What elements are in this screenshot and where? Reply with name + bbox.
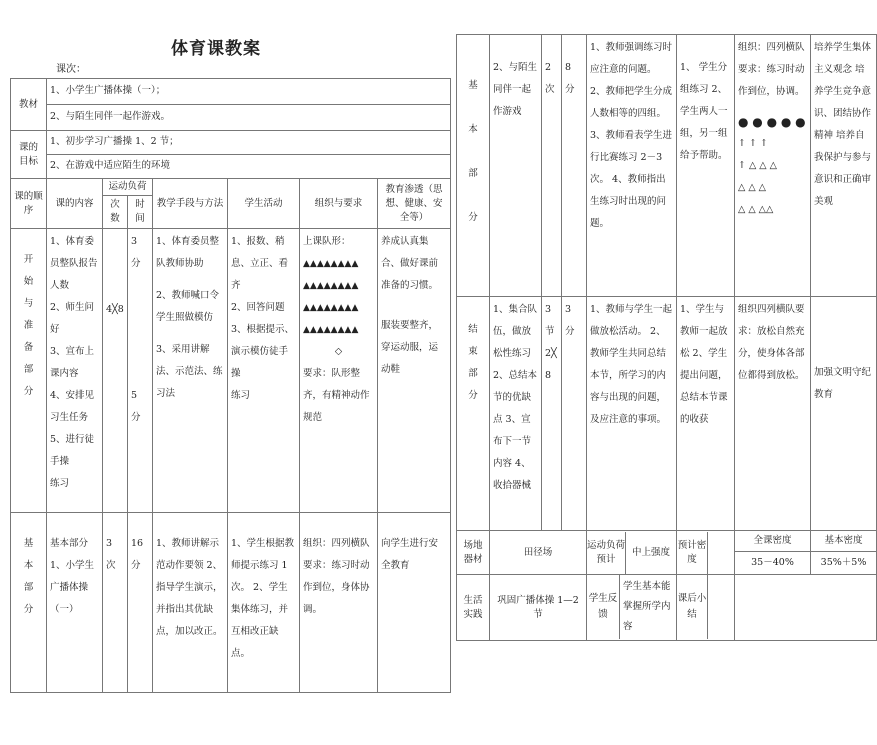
formation-tri-row: ↑ △ △ △ [738, 160, 777, 171]
start-student-item: 练习 [231, 390, 251, 401]
venue-value: 田径场 [490, 531, 587, 575]
practice-label: 生活实践 [457, 575, 490, 641]
start-edu [378, 229, 451, 513]
game-content: 2、与陌生同伴一起作游戏 [490, 35, 542, 297]
start-label-char: 始 [23, 276, 34, 287]
load-value: 中上强度 [631, 546, 670, 558]
overall-density-value: 35－40% [751, 557, 794, 568]
end-content: 1、集合队伍，做放松性练习 2、总结本节的优缺点 3、宣布下一节内容 4、收拾器械 [490, 297, 542, 531]
start-count: 4╳8 [103, 229, 128, 513]
start-student-item: 3、根据提示、演示模仿徒手操 [231, 324, 295, 379]
game-org [735, 35, 811, 297]
end-method: 1、教师与学生一起做放松活动。 2、教师学生共同总结本节，所学习的内容与出现的问题，及应注意的事项。 [587, 297, 677, 531]
col-method: 教学手段与方法 [153, 179, 228, 229]
end-label-char: 分 [468, 390, 478, 401]
formation-tri-row: △ △ △ [738, 182, 766, 193]
end-org: 组织四列横队要求：放松自然充分，使身体各部位都得到放松。 [735, 297, 811, 531]
formation-tri-row: △ △ △△ [738, 204, 774, 215]
start-label-char: 部 [23, 364, 34, 375]
game-method: 1、教师强调练习时应注意的问题。 2、教师把学生分成人数相等的四组。 3、教师看表学生进行比赛练习 2－3 次。 4、教师指出生练习时出现的问题。 [587, 35, 677, 297]
end-label-char: 束 [468, 346, 478, 357]
basic-label-char: 基 [23, 538, 34, 549]
basic-content-item: 基本部分 [50, 538, 89, 549]
practice-value: 巩固广播体操 1—2 节 [490, 575, 587, 641]
basic-time: 16 分 [128, 513, 153, 693]
textbook-item-1: 1、小学生广播体操（一）； [47, 79, 451, 105]
start-time-1: 3 分 [131, 236, 141, 269]
basic-org: 组织：四列横队 要求：练习时动作到位，身体协调。 [300, 513, 378, 693]
start-section-label [11, 229, 47, 513]
basic-density-value: 35%＋5% [820, 557, 867, 568]
end-student: 1、学生与教师一起放松 2、学生提出问题，总结本节课的收获 [677, 297, 735, 531]
end-label-char: 部 [468, 368, 478, 379]
basic-label-char: 分 [468, 212, 478, 223]
start-label-char: 与 [23, 298, 34, 309]
feedback-cell [587, 575, 677, 641]
col-student: 学生活动 [228, 179, 300, 229]
col-org: 组织与要求 [300, 179, 378, 229]
col-content: 课的内容 [47, 179, 103, 229]
basic-label-char: 本 [23, 560, 34, 571]
start-method [153, 229, 228, 513]
overall-density [735, 531, 811, 575]
start-edu-2: 服装要整齐，穿运动服，运动鞋 [381, 320, 439, 375]
formation-row: ▲▲▲▲▲▲▲▲ [303, 303, 359, 313]
start-method-item: 3、采用讲解法、示范法、练习法 [156, 344, 223, 399]
basic-edu: 向学生进行安全教育 [378, 513, 451, 693]
formation-title: 上课队形： [303, 236, 351, 247]
formation-row: ▲▲▲▲▲▲▲▲ [303, 281, 359, 291]
teacher-mark: ◇ [334, 346, 343, 357]
basic-count: 3 次 [103, 513, 128, 693]
feedback-label: 学生反馈 [587, 575, 620, 639]
start-student-item: 1、报数、稍息、立正、看齐 [231, 236, 289, 291]
start-content-item: 4、安排见习生任务 [50, 390, 95, 423]
start-label-char: 备 [23, 342, 34, 353]
start-method-item: 1、体育委员整队教师协助 [156, 236, 220, 269]
game-org-text: 组织：四列横队要求：练习时动作到位，协调。 [738, 42, 805, 97]
col-order: 课的顺序 [11, 179, 47, 229]
goal-item-1: 1、初步学习广播操 1、2 节； [47, 131, 451, 155]
start-content [47, 229, 103, 513]
lesson-plan-table-right [456, 34, 877, 641]
basic-method: 1、教师讲解示范动作要领 2、指导学生演示，并指出其优缺点，加以改正。 [153, 513, 228, 693]
end-label-char: 结 [468, 324, 478, 335]
goals-label-line1: 课的 [18, 141, 38, 153]
overall-density-label: 全课密度 [735, 531, 810, 552]
start-label-char: 分 [23, 386, 34, 397]
col-load: 运动负荷 [103, 179, 153, 196]
start-content-item: 2、师生问好 [50, 302, 95, 335]
start-content-item: 1、体育委员整队报告人数 [50, 236, 98, 291]
goals-label-line2: 目标 [18, 155, 38, 167]
basic-content [47, 513, 103, 693]
start-edu-1: 养成认真集合、做好课前准备的习惯。 [381, 236, 439, 291]
feedback-value: 学生基本能掌握所学内容 [623, 581, 671, 632]
basic-label-char: 部 [468, 168, 478, 179]
col-time: 时间 [128, 196, 153, 229]
end-section-label [457, 297, 490, 531]
basic-density-label: 基本密度 [811, 531, 876, 552]
summary-cell [677, 575, 735, 641]
col-count: 次数 [103, 196, 128, 229]
basic-density [811, 531, 877, 575]
end-count: 3 节 2╳8 [542, 297, 562, 531]
start-time [128, 229, 153, 513]
lesson-plan-table-left [10, 78, 451, 693]
textbook-item-2: 2、与陌生同伴一起作游戏。 [47, 105, 451, 131]
col-edu: 教育渗透（思想、健康、安全等） [378, 179, 451, 229]
basic-section-label-right [457, 35, 490, 297]
start-org [300, 229, 378, 513]
start-org-requirement: 要求：队形整齐，有精神动作规范 [303, 368, 370, 423]
formation-arrows: ↑ ↑ ↑ [738, 138, 768, 149]
start-content-item: 5、进行徒手操 [50, 434, 95, 467]
basic-student: 1、学生根据教师提示练习 1 次。 2、学生集体练习，并互相改正缺点。 [228, 513, 300, 693]
end-edu: 加强文明守纪教育 [811, 297, 877, 531]
start-method-item: 2、教师喊口令学生照做模仿 [156, 290, 220, 323]
page-title: 体育课教案 [171, 39, 261, 59]
load-cell [587, 531, 677, 575]
density-cell [677, 531, 735, 575]
basic-label-char: 基 [468, 80, 478, 91]
formation-dots: ● ● ● ● ● [738, 115, 806, 129]
load-label: 运动负荷预计 [587, 532, 626, 574]
lesson-label: 课次： [56, 64, 86, 75]
game-time: 8 分 [562, 35, 587, 297]
basic-content-item: 1、小学生广播体操（一） [50, 560, 95, 615]
basic-label-char: 分 [23, 604, 34, 615]
game-edu: 培养学生集体主义观念 培养学生竞争意识、团结协作精神 培养自我保护与参与意识和正确审美观 [811, 35, 877, 297]
basic-label-char: 本 [468, 124, 478, 135]
goal-item-2: 2、在游戏中适应陌生的环境 [47, 155, 451, 179]
formation-row: ▲▲▲▲▲▲▲▲ [303, 325, 359, 335]
game-student: 1、 学生分组练习 2、 学生两人一组，另一组给予帮助。 [677, 35, 735, 297]
end-time: 3 分 [562, 297, 587, 531]
summary-label: 课后小结 [677, 575, 708, 639]
start-label-char: 准 [23, 320, 34, 331]
start-label-char: 开 [23, 254, 34, 265]
start-content-item: 练习 [50, 478, 70, 489]
start-content-item: 3、宣布上课内容 [50, 346, 95, 379]
venue-label: 场地器材 [457, 531, 490, 575]
basic-label-char: 部 [23, 582, 34, 593]
formation-row: ▲▲▲▲▲▲▲▲ [303, 259, 359, 269]
density-label: 预计密度 [677, 532, 708, 574]
game-count: 2 次 [542, 35, 562, 297]
textbook-label: 教材 [11, 79, 47, 131]
start-time-2: 5 分 [131, 390, 141, 423]
basic-section-label [11, 513, 47, 693]
goals-label [11, 131, 47, 179]
start-student [228, 229, 300, 513]
start-student-item: 2、回答问题 [231, 302, 285, 313]
right-page [456, 0, 872, 745]
summary-content [735, 575, 877, 641]
